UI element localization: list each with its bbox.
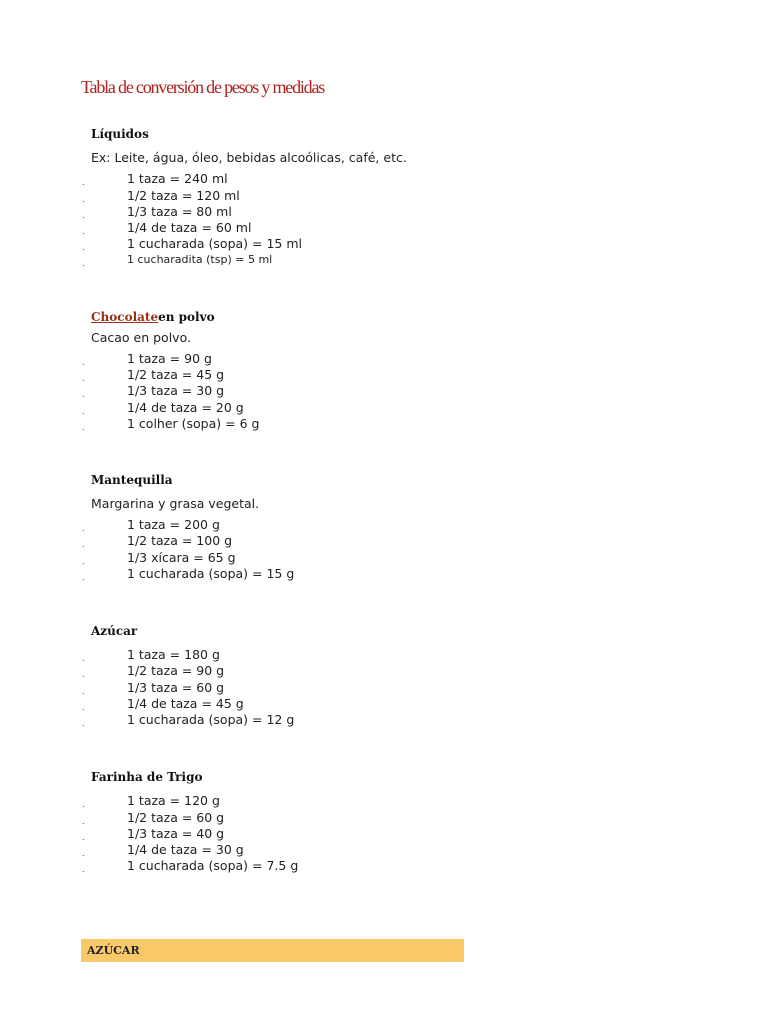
bullet-icon: . xyxy=(82,374,85,383)
bullet-icon: . xyxy=(82,423,85,432)
bullet-icon: . xyxy=(82,178,85,187)
bullet-icon: . xyxy=(82,211,85,220)
bullet-icon: . xyxy=(82,390,85,399)
bullet-icon: . xyxy=(82,557,85,566)
bullet-icon: . xyxy=(82,540,85,549)
bullet-icon: . xyxy=(82,195,85,204)
page-title: Tabla de conversión de pesos y medidas xyxy=(81,77,325,97)
section-description-chocolate: Cacao en polvo. xyxy=(91,330,191,345)
azucar-section-bar xyxy=(81,939,464,962)
section-heading-chocolate xyxy=(91,310,215,324)
bullet-icon: . xyxy=(82,227,85,236)
bullet-icon: . xyxy=(82,833,85,842)
bullet-icon: . xyxy=(82,358,85,367)
azucar-bar-label: AZÚCAR xyxy=(87,944,140,957)
bullet-icon: . xyxy=(82,654,85,663)
bullet-icon: . xyxy=(82,524,85,533)
bullet-icon: . xyxy=(82,719,85,728)
bullet-icon: . xyxy=(82,817,85,826)
section-heading-azucar: Azúcar xyxy=(91,624,138,638)
bullet-icon: . xyxy=(82,849,85,858)
bullet-icon: . xyxy=(82,259,85,268)
bullet-icon: . xyxy=(82,687,85,696)
bullet-icon: . xyxy=(82,573,85,582)
section-heading-rest: en polvo xyxy=(158,310,215,324)
section-heading-liquidos: Líquidos xyxy=(91,127,149,141)
chocolate-link[interactable]: Chocolate xyxy=(91,310,159,324)
section-description-mantequilla: Margarina y grasa vegetal. xyxy=(91,496,260,511)
bullet-icon: . xyxy=(82,670,85,679)
bullet-icon: . xyxy=(82,703,85,712)
section-description-liquidos: Ex: Leite, água, óleo, bebidas alcoólicas, café, etc. xyxy=(91,150,407,165)
section-heading-farinha: Farinha de Trigo xyxy=(91,770,203,784)
section-heading-mantequilla: Mantequilla xyxy=(91,473,173,487)
bullet-icon: . xyxy=(82,800,85,809)
bullet-icon: . xyxy=(82,243,85,252)
bullet-icon: . xyxy=(82,407,85,416)
bullet-icon: . xyxy=(82,865,85,874)
